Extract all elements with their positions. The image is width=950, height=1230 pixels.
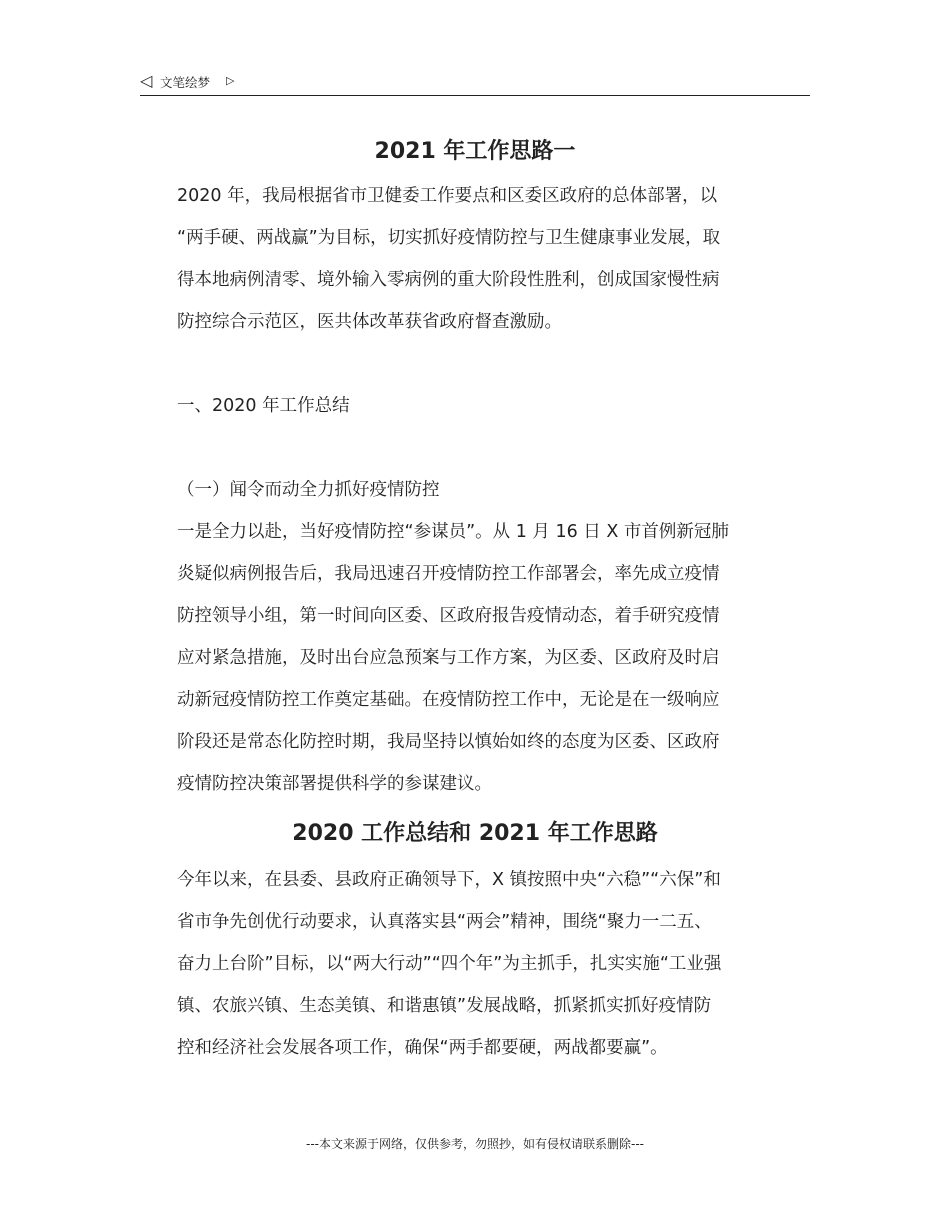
disclaimer-footer: ---本文来源于网络，仅供参考，勿照抄，如有侵权请联系删除--- <box>306 1137 644 1151</box>
section-heading: 一、2020 年工作总结 <box>177 396 350 416</box>
intro-line: 防控综合示范区，医共体改革获省政府督查激励。 <box>177 312 562 332</box>
body-line: 疫情防控决策部署提供科学的参谋建议。 <box>177 774 492 794</box>
intro-line: 2020 年，我局根据省市卫健委工作要点和区委区政府的总体部署，以 <box>177 186 718 206</box>
body-line: 镇、农旅兴镇、生态美镇、和谐惠镇”发展战略，抓紧抓实抓好疫情防 <box>177 996 712 1016</box>
intro-line: “两手硬、两战赢”为目标，切实抓好疫情防控与卫生健康事业发展，取 <box>177 228 721 248</box>
brand-name: 文笔绘梦 <box>160 75 211 90</box>
intro-line: 得本地病例清零、境外输入零病例的重大阶段性胜利，创成国家慢性病 <box>177 270 720 290</box>
body-line: 炎疑似病例报告后，我局迅速召开疫情防控工作部署会，率先成立疫情 <box>177 564 720 584</box>
body-line: 今年以来，在县委、县政府正确领导下，X 镇按照中央“六稳”“六保”和 <box>177 870 721 890</box>
page-header <box>140 70 810 96</box>
body-line: 动新冠疫情防控工作奠定基础。在疫情防控工作中，无论是在一级响应 <box>177 690 720 710</box>
body-line: 应对紧急措施，及时出台应急预案与工作方案，为区委、区政府及时启 <box>177 648 720 668</box>
triangle-left-icon: ◁ <box>140 71 153 90</box>
second-title: 2020 工作总结和 2021 年工作思路 <box>292 821 658 846</box>
body-line: 阶段还是常态化防控时期，我局坚持以慎始如终的态度为区委、区政府 <box>177 732 720 752</box>
body-line: 一是全力以赴，当好疫情防控“参谋员”。从 1 月 16 日 X 市首例新冠肺 <box>177 522 729 542</box>
subsection-heading: （一）闻令而动全力抓好疫情防控 <box>177 480 440 500</box>
body-line: 防控领导小组，第一时间向区委、区政府报告疫情动态，着手研究疫情 <box>177 606 720 626</box>
document-title: 2021 年工作思路一 <box>374 139 576 164</box>
body-line: 控和经济社会发展各项工作，确保“两手都要硬，两战都要赢”。 <box>177 1038 668 1058</box>
body-line: 奋力上台阶”目标，以“两大行动”“四个年”为主抓手，扎实实施“工业强 <box>177 954 722 974</box>
triangle-right-icon: ▷ <box>226 74 235 87</box>
body-line: 省市争先创优行动要求，认真落实县“两会”精神，围绕“聚力一二五、 <box>177 912 712 932</box>
